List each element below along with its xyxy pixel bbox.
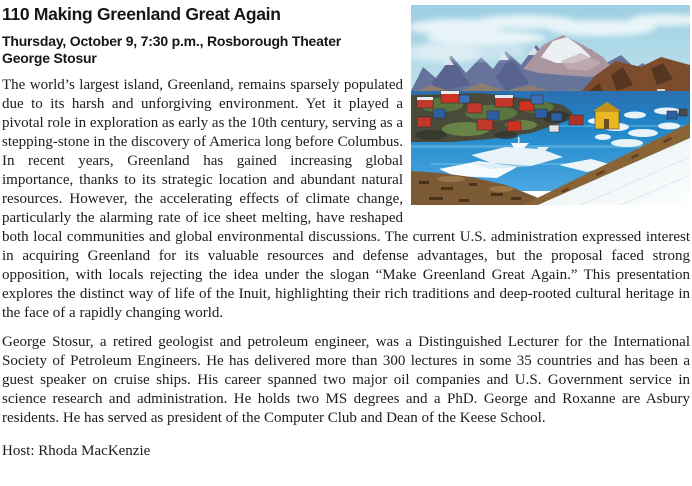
greenland-photo-art	[411, 5, 690, 205]
host-line: Host: Rhoda MacKenzie	[2, 443, 151, 459]
event-title: 110 Making Greenland Great Again	[2, 4, 281, 24]
greenland-photo	[411, 5, 690, 205]
event-speaker: George Stosur	[2, 50, 97, 66]
event-schedule: Thursday, October 9, 7:30 p.m., Rosborough Theater	[2, 33, 342, 49]
bio-paragraph: George Stosur, a retired geologist and petroleum engineer, was a Distinguished Lecturer for the International Society of Petroleum Engineers. He has delivered more than 300 lectures in some 35 countries and has been a guest speaker on cruise ships. His career spanned two major oil companies and U.S. Government service in science research and administration. He holds two MS degrees and a PhD. George and Roxanne are Asbury residents. He has served as president of the Computer Club and Dean of the Keese School.	[2, 334, 690, 426]
description-paragraph: The world’s largest island, Greenland, remains sparsely populated due to its harsh and unforgiving environment. Yet it played a pivotal role in exploration as early as the 10th century, serving as a stepping-stone in the discovery of America long before Columbus. In recent years, Greenland has gained increasing global importance, thanks to its strategic location and abundant natural resources. However, the accelerating effects of climate change, particularly the alarming rate of ice sheet melting, have reshaped both local communities and global environmental discussions. The current U.S. administration expressed interest in acquiring Greenland for its valuable resources and defense advantages, but the proposal faced strong opposition, with locals rejecting the idea under the slogan “Make Greenland Great Again.” This presentation explores the distinct way of life of the Inuit, highlighting their rich traditions and deep-rooted cultural heritage in the face of a rapidly changing world.	[2, 77, 690, 321]
